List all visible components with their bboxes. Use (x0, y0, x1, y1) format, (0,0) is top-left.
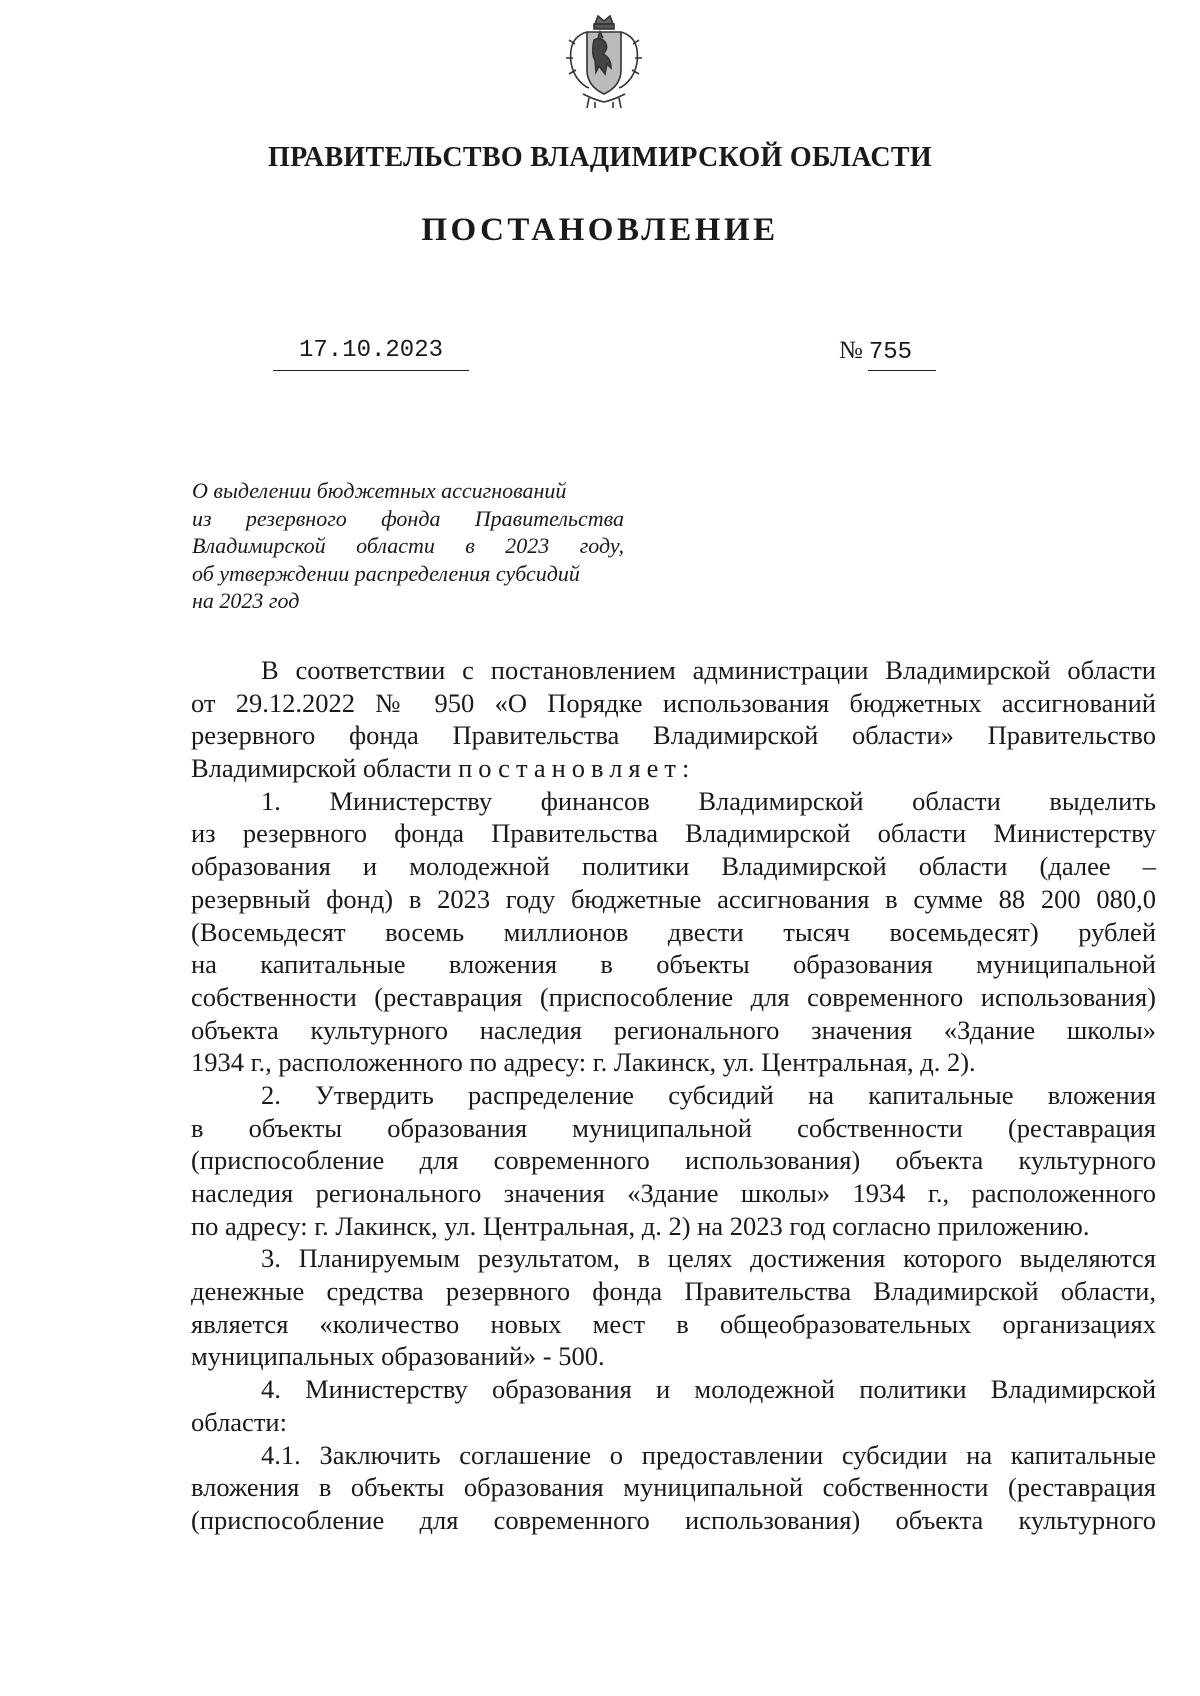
body-line: объекта культурного наследия регионального значения «Здание школы» (191, 1014, 1156, 1045)
body-line: по адресу: г. Лакинск, ул. Центральная, д. 2) на 2023 год согласно приложению. (191, 1210, 1090, 1241)
body-line: от 29.12.2022 № 950 «О Порядке использования бюджетных ассигнований (191, 687, 1156, 718)
document-date: 17.10.2023 (298, 337, 444, 364)
body-line: 1934 г., расположенного по адресу: г. Лакинск, ул. Центральная, д. 2). (191, 1047, 976, 1078)
body-line: области: (191, 1406, 287, 1437)
body-line: резервный фонд) в 2023 году бюджетные ассигнования в сумме 88 200 080,0 (191, 883, 1156, 914)
body-line: муниципальных образований» - 500. (191, 1341, 605, 1372)
body-line: 3. Планируемым результатом, в целях достижения которого выделяются (261, 1243, 1156, 1274)
subject-line: О выделении бюджетных ассигнований (192, 478, 567, 503)
body-line: 2. Утвердить распределение субсидий на капитальные вложения (261, 1079, 1156, 1110)
body-line: собственности (реставрация (приспособление для современного использования) (191, 981, 1156, 1012)
body-line: В соответствии с постановлением администрации Владимирской области (261, 655, 1156, 685)
body-line: в объекты образования муниципальной собственности (реставрация (191, 1112, 1156, 1143)
body-line: (Восемьдесят восемь миллионов двести тысяч восемьдесят) рублей (191, 916, 1156, 947)
document-subject (192, 477, 624, 615)
body-line: резервного фонда Правительства Владимирской области» Правительство (191, 720, 1156, 751)
body-line: образования и молодежной политики Владимирской области (далее – (191, 851, 1156, 882)
body-line: на капитальные вложения в объекты образования муниципальной (191, 949, 1156, 980)
organization-title: ПРАВИТЕЛЬСТВО ВЛАДИМИРСКОЙ ОБЛАСТИ (268, 142, 932, 173)
document-number: 755 (868, 339, 913, 366)
body-text: Владимирской области (191, 753, 459, 784)
body-line: (приспособление для современного использования) объекта культурного (191, 1504, 1156, 1535)
body-line: наследия регионального значения «Здание школы» 1934 г., расположенного (191, 1178, 1156, 1208)
date-underline (273, 370, 469, 371)
decree-word: постановляет: (458, 753, 696, 784)
body-line: является «количество новых мест в общеобразовательных организациях (191, 1308, 1156, 1339)
body-line: 4.1. Заключить соглашение о предоставлении субсидии на капитальные (261, 1439, 1156, 1470)
subject-line: на 2023 год (192, 588, 300, 613)
body-line: 1. Министерству финансов Владимирской области выделить (261, 785, 1156, 816)
subject-line: Владимирской области в 2023 году, (192, 533, 624, 558)
document-number-block (839, 337, 912, 366)
coat-of-arms-emblem (565, 14, 643, 110)
document-type-title: ПОСТАНОВЛЕНИЕ (421, 212, 779, 248)
number-sign: № (839, 337, 863, 364)
subject-line: об утверждении распределения субсидий (192, 560, 580, 586)
body-line (191, 752, 1156, 785)
subject-line: из резервного фонда Правительства (192, 505, 624, 531)
body-line: из резервного фонда Правительства Владимирской области Министерству (191, 818, 1156, 849)
body-line: денежные средства резервного фонда Правительства Владимирской области, (191, 1276, 1156, 1307)
body-line: 4. Министерству образования и молодежной политики Владимирской (261, 1374, 1156, 1405)
document-body (191, 654, 1156, 1537)
body-line: (приспособление для современного использования) объекта культурного (191, 1145, 1156, 1176)
body-line: вложения в объекты образования муниципальной собственности (реставрация (191, 1472, 1156, 1503)
number-underline (868, 370, 936, 371)
